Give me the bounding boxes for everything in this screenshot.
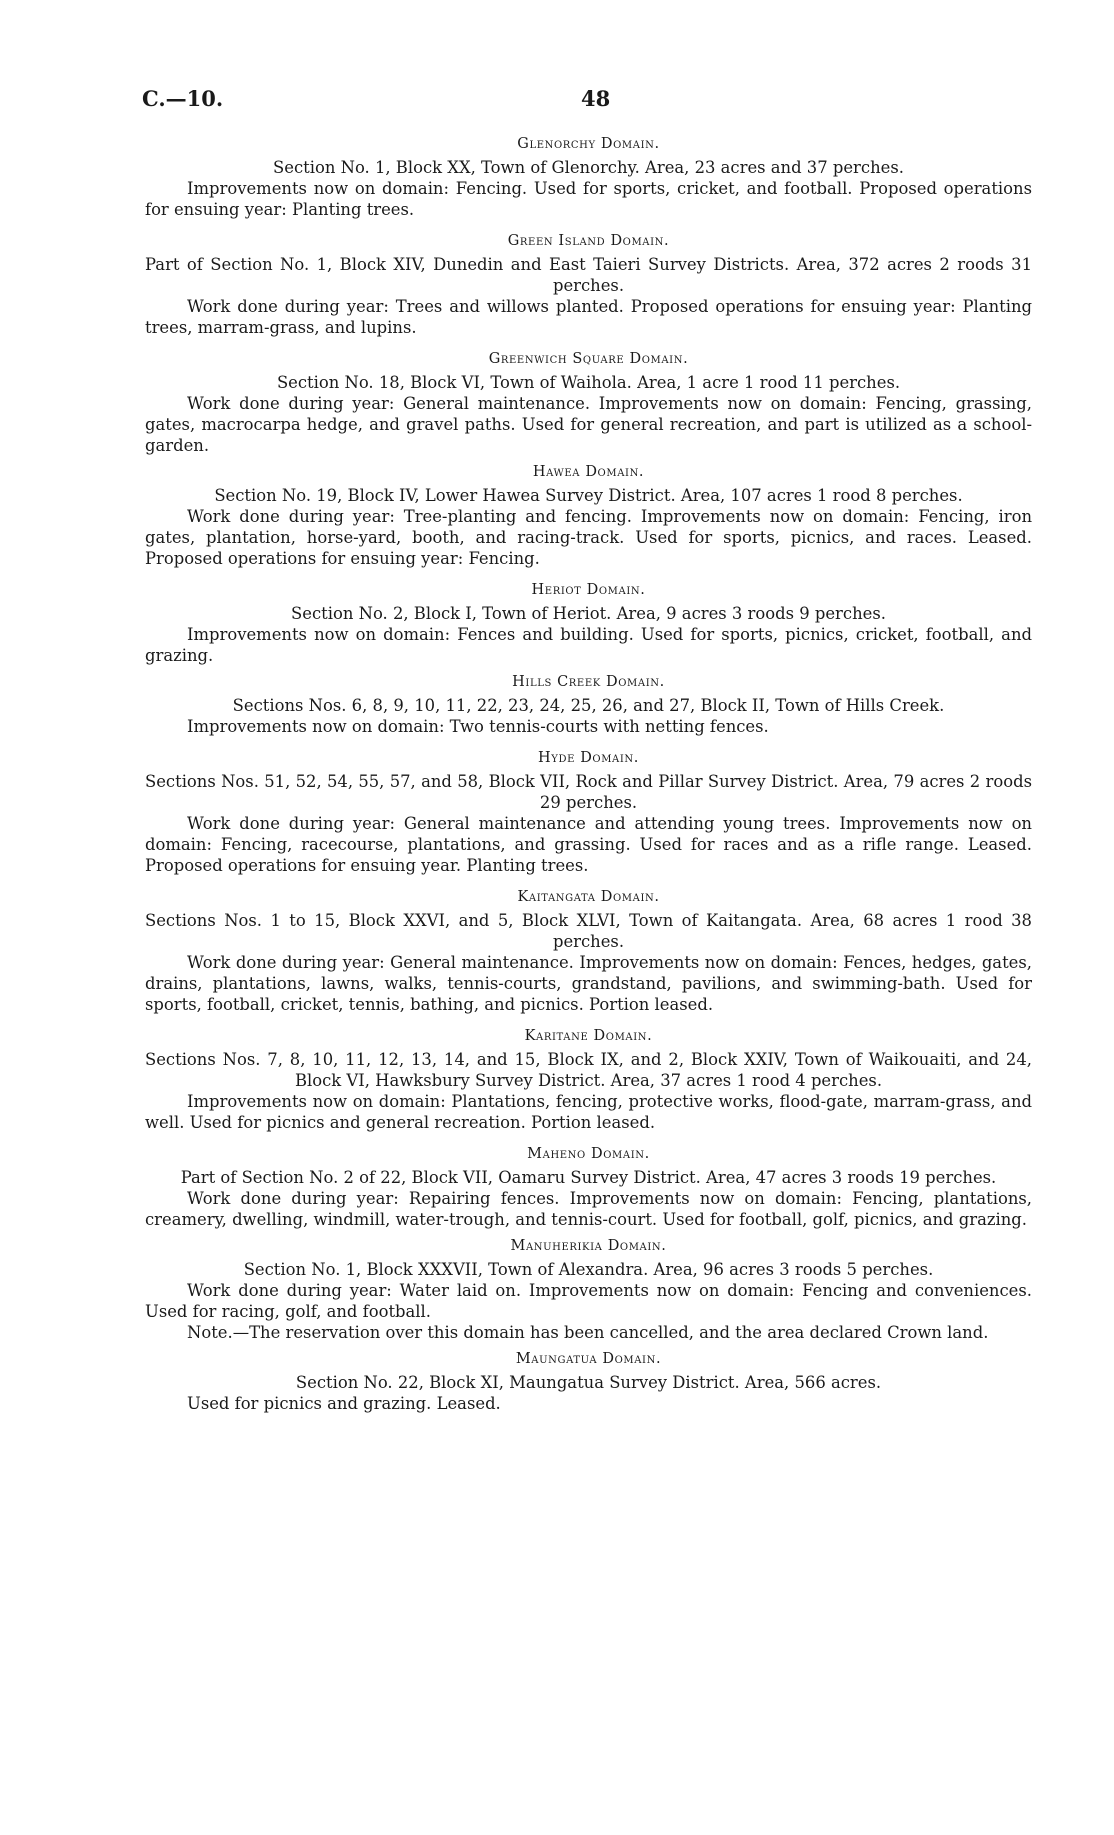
section-title: Hills Creek Domain. (512, 674, 665, 690)
section-location: Section No. 18, Block VI, Town of Waihola. Area, 1 acre 1 rood 11 perches. (276, 373, 901, 392)
section-title: Green Island Domain. (507, 233, 670, 249)
document-reference: C.—10. (142, 86, 224, 111)
section-paragraph: Improvements now on domain: Two tennis-courts with netting fences. (187, 717, 769, 736)
section-title: Hyde Domain. (538, 750, 639, 766)
section-paragraph: Work done during year: Tree-planting and fencing. Improvements now on domain: Fencing, iron gates, plantation, horse-yard, booth, and racing-track. Used for sports, picnics, and races. Leased. Proposed operations for ensuing year: Fencing. (145, 507, 1032, 568)
domain-section-hyde (145, 749, 1032, 876)
section-title: Maheno Domain. (527, 1146, 650, 1162)
section-location: Section No. 19, Block IV, Lower Hawea Survey District. Area, 107 acres 1 rood 8 perches. (214, 486, 963, 505)
domain-section-karitane (145, 1027, 1032, 1133)
section-paragraph: Improvements now on domain: Fences and building. Used for sports, picnics, cricket, football, and grazing. (145, 625, 1032, 665)
section-title: Glenorchy Domain. (517, 136, 660, 152)
section-note: Note.—The reservation over this domain has been cancelled, and the area declared Crown land. (187, 1323, 989, 1342)
page-number: 48 (581, 86, 611, 111)
section-location: Sections Nos. 7, 8, 10, 11, 12, 13, 14, and 15, Block IX, and 2, Block XXIV, Town of Waikouaiti, and 24, Block VI, Hawksbury Survey District. Area, 37 acres 1 rood 4 perches. (145, 1050, 1032, 1090)
domain-section-green-island (145, 232, 1032, 338)
domain-section-manuherikia (145, 1237, 1032, 1343)
section-location: Section No. 1, Block XXXVII, Town of Alexandra. Area, 96 acres 3 roods 5 perches. (243, 1260, 934, 1279)
section-location: Sections Nos. 1 to 15, Block XXVI, and 5, Block XLVI, Town of Kaitangata. Area, 68 acres 1 rood 38 perches. (145, 911, 1032, 951)
section-title: Greenwich Square Domain. (488, 351, 689, 367)
section-paragraph: Improvements now on domain: Fencing. Used for sports, cricket, and football. Proposed operations for ensuing year: Planting trees. (145, 179, 1032, 219)
section-location: Section No. 22, Block XI, Maungatua Survey District. Area, 566 acres. (295, 1373, 882, 1392)
section-paragraph: Work done during year: Trees and willows planted. Proposed operations for ensuing year: Planting trees, marram-grass, and lupins. (145, 297, 1032, 337)
section-location: Sections Nos. 51, 52, 54, 55, 57, and 58, Block VII, Rock and Pillar Survey District. Area, 79 acres 2 roods 29 perches. (145, 772, 1032, 812)
section-location: Sections Nos. 6, 8, 9, 10, 11, 22, 23, 24, 25, 26, and 27, Block II, Town of Hills Creek. (232, 696, 945, 715)
domain-section-heriot (145, 581, 1032, 666)
domain-section-maungatua (145, 1350, 1032, 1414)
section-paragraph: Used for picnics and grazing. Leased. (187, 1394, 501, 1413)
section-title: Maungatua Domain. (515, 1351, 662, 1367)
domain-section-greenwich-square (145, 350, 1032, 456)
section-paragraph: Work done during year: General maintenance and attending young trees. Improvements now on domain: Fencing, racecourse, plantations, and grassing. Used for races and as a rifle range. Leased. Proposed operations for ensuing year. Planting trees. (145, 814, 1032, 875)
section-location: Part of Section No. 2 of 22, Block VII, Oamaru Survey District. Area, 47 acres 3 roods 19 perches. (180, 1168, 997, 1187)
section-title: Manuherikia Domain. (510, 1238, 667, 1254)
domain-section-hills-creek (145, 673, 1032, 737)
section-paragraph: Work done during year: Water laid on. Improvements now on domain: Fencing and conveniences. Used for racing, golf, and football. (145, 1281, 1032, 1321)
domain-section-glenorchy (145, 135, 1032, 220)
section-title: Karitane Domain. (524, 1028, 653, 1044)
domain-section-kaitangata (145, 888, 1032, 1015)
section-title: Hawea Domain. (532, 464, 645, 480)
section-paragraph: Improvements now on domain: Plantations, fencing, protective works, flood-gate, marram-grass, and well. Used for picnics and general recreation. Portion leased. (145, 1092, 1032, 1132)
domain-section-hawea (145, 463, 1032, 569)
section-location: Section No. 1, Block XX, Town of Glenorchy. Area, 23 acres and 37 perches. (273, 158, 904, 177)
section-location: Section No. 2, Block I, Town of Heriot. Area, 9 acres 3 roods 9 perches. (291, 604, 886, 623)
section-title: Kaitangata Domain. (517, 889, 660, 905)
domain-list (145, 135, 1032, 1414)
section-paragraph: Work done during year: General maintenance. Improvements now on domain: Fences, hedges, gates, drains, plantations, lawns, walks, tennis-courts, grandstand, pavilions, and swimming-bath. Used for sports, football, cricket, tennis, bathing, and picnics. Portion leased. (145, 953, 1032, 1014)
section-paragraph: Work done during year: General maintenance. Improvements now on domain: Fencing, grassing, gates, macrocarpa hedge, and gravel paths. Used for general recreation, and part is utilized as a school-garden. (145, 394, 1032, 455)
section-paragraph: Work done during year: Repairing fences. Improvements now on domain: Fencing, plantations, creamery, dwelling, windmill, water-trough, and tennis-court. Used for football, golf, picnics, and grazing. (145, 1189, 1032, 1229)
section-title: Heriot Domain. (531, 582, 646, 598)
domain-section-maheno (145, 1145, 1032, 1230)
section-location: Part of Section No. 1, Block XIV, Dunedin and East Taieri Survey Districts. Area, 372 acres 2 roods 31 perches. (145, 255, 1032, 295)
